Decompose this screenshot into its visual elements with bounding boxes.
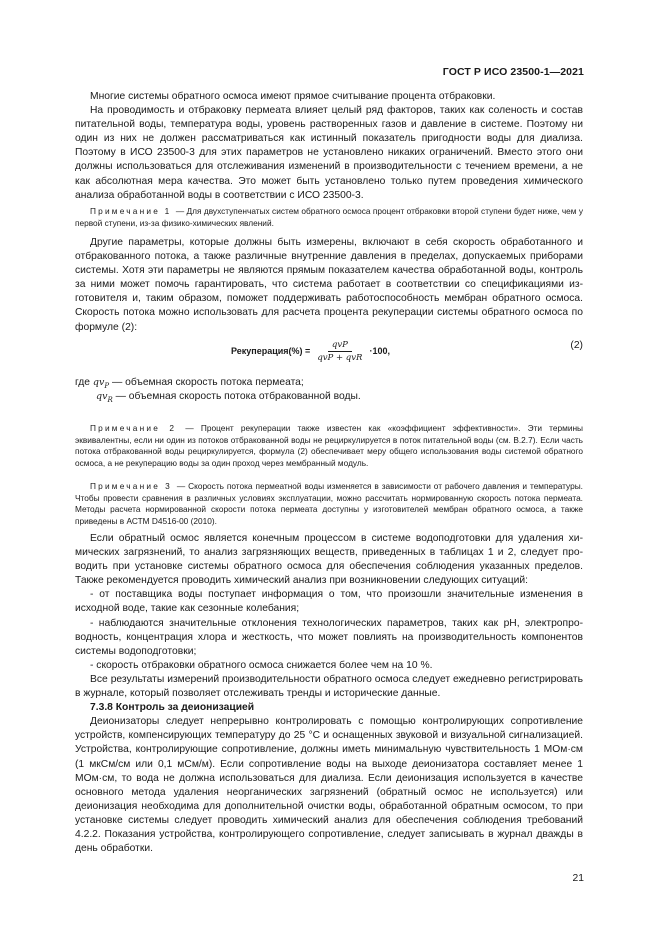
page-number: 21	[572, 873, 584, 884]
formula-expression	[231, 333, 390, 369]
formula-number: (2)	[570, 340, 583, 351]
formula-lhs: Рекуперация(%) =	[231, 346, 311, 356]
list-item: - наблюдаются значительные отклонения технологических параметров, таких как pH, электропроводность, концентрация хлора и жесткость, что может повлиять на производительность компонентов системы водоподготовки;	[75, 617, 583, 657]
paragraph: Многие системы обратного осмоса имеют прямое считывание процента отбраковки.	[90, 91, 496, 102]
formula-fraction	[313, 340, 366, 363]
note-3	[75, 481, 583, 527]
list-item: - от поставщика воды поступает информация о том, что произошли значительные изменения в исходной воде, такие как сезонные колебания;	[75, 589, 583, 615]
section-heading: 7.3.8 Контроль за деионизацией	[90, 702, 255, 714]
formula-numerator: qvP	[328, 340, 352, 352]
paragraph: На проводимость и отбраковку пермеата влияет целый ряд факторов, таких как соленость и состав питательной воды, температура воды, уровень растворенных газов и давление в системе. Поэтому ни один из них не должен рассматриваться как истинный показатель пригодности воды для диализа. Поэтому в ИСО 23500-3 для этих параметров не установлено никаких ограничений. Вместо этого они должны использоваться для отслеживания изменений в производительности с течением времени, а не как абсолютная мера качества. Это может быть установлено только путем проведения химического анализа обработанной воды в соответствии с ИСО 23500-3.	[75, 105, 583, 201]
paragraph: Другие параметры, которые должны быть измерены, включают в себя скорость обработанного и отбракованного потока, а также различные внутренние давления в пределах, допускаемых приборами системы. Хотя эти параметры не являются прямым показателем качества обработанной воды, контроль за ними может помочь гарантировать, что система работает в соответствии со спецификациями изготовителя и, таким образом, поможет поддерживать работоспособность мембран обратного осмоса. Скорость потока можно использовать для расчета процента рекуперации системы обратного осмоса по формуле (2):	[75, 237, 583, 333]
note-text: — Процент рекуперации также известен как «коэффициент эффективности». Эти термины эквивалентны, если ни один из потоков отбракованной воды не рециркулируется в поток питательной воды (см. В.2.7). Если часть потока отбракованной воды рециркулируется, формула (2) обеспечивает меру общего использования воды системой обратного осмоса, а не рекуперацию воды за один проход через мембранный модуль.	[75, 423, 584, 468]
intro-block	[75, 90, 583, 203]
note-text: — Для двухступенчатых систем обратного осмоса процент отбраковки второй ступени будет ниже, чем у первой ступени, из-за физико-химических явлений.	[75, 206, 584, 228]
note-label: Примечание 1	[90, 206, 172, 216]
paragraph: Все результаты измерений производительности обратного осмоса следует ежедневно регистрировать в журнале, который позволяет отслеживать тренды и исторические данные.	[75, 673, 583, 700]
paragraph: Если обратный осмос является конечным процессом в системе водоподготовки для удаления химических загрязнений, то анализ загрязняющих веществ, приведенных в таблицах 1 и 2, следует проводить при установке системы обратного осмоса для обеспечения соблюдения указанных пределов. Также рекомендуется проводить химический анализ при возникновении следующих ситуаций:	[75, 533, 583, 587]
note-2	[75, 423, 583, 469]
standard-header: ГОСТ Р ИСО 23500-1—2021	[442, 66, 584, 78]
paragraph: Деионизаторы следует непрерывно контролировать с помощью контролирующих сопротивление устройств, компенсирующих температуру до 25 °С и оснащенных звуковой и визуальной сигнализацией. Устройства, контролирующие сопротивление, должны иметь минимальную чувствительность 1 МОм·см (1 мкСм/см или 0,1 мСм/м). Если сопротивление воды на выходе деионизатора составляет менее 1 МОм·см, то вода не должна использоваться для диализа. Если деионизация используется в качестве основного метода удаления неорганических загрязнений (обратный осмос не используется) или деионизация необходима для дополнительной очистки воды, обработанной обратным осмосом, то при установке системы следует проводить химический анализ для обеспечения соблюдения требований 4.2.2. Показания устройства, контролирующего сопротивление, следует записывать в журнал дважды в день обработки.	[75, 716, 583, 855]
note-1	[75, 206, 583, 229]
recovery-formula	[75, 333, 583, 369]
where-definition: — объемная скорость потока пермеата;	[111, 377, 304, 388]
parameters-block	[75, 236, 583, 335]
chemical-analysis-block	[75, 532, 583, 856]
symbol-qvp: $qv_P$	[92, 377, 110, 390]
note-label: Примечание 2	[90, 423, 177, 433]
formula-rhs: ·100,	[369, 346, 390, 356]
where-definition: — объемная скорость потока отбракованной воды.	[115, 391, 361, 402]
note-text: — Скорость потока пермеатной воды изменяется в зависимости от рабочего давления и температуры. Чтобы провести сравнения в различных условиях эксплуатации, можно рассчитать нормированную скорость потока пермеата. Методы расчета нормированной скорости потока пермеата доступны у изготовителей мембран обратного осмоса, а также приведены в АСТМ D4516-00 (2010).	[75, 481, 583, 526]
formula-denominator: qvP + qvR	[317, 352, 363, 363]
symbol-qvr: $qv_R$	[96, 391, 113, 404]
where-line-2	[96, 390, 361, 407]
list-item: - скорость отбраковки обратного осмоса снижается более чем на 10 %.	[90, 659, 433, 671]
note-label: Примечание 3	[90, 481, 172, 491]
where-prefix: где	[75, 377, 91, 388]
